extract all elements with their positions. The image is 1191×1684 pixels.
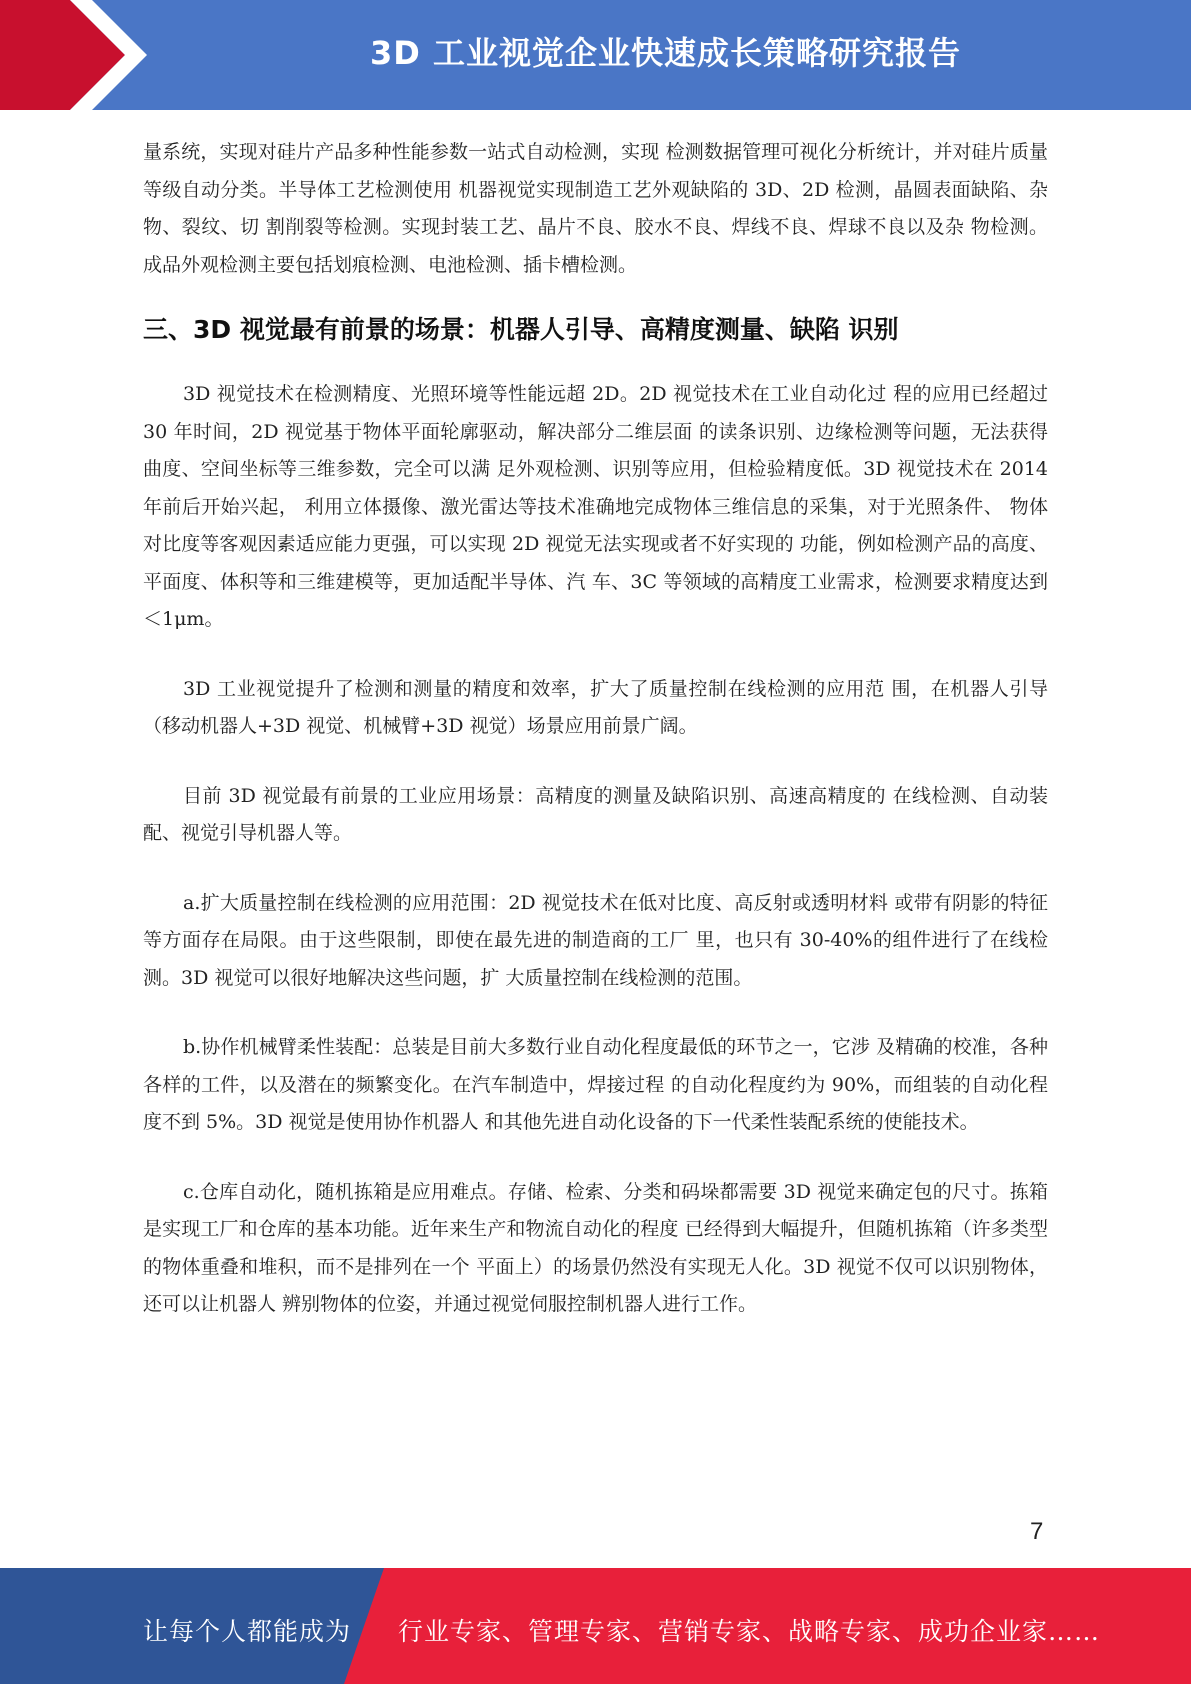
paragraph-7: c.仓库自动化，随机拣箱是应用难点。存储、检索、分类和码垛都需要 3D 视觉来确定包的尺寸。拣箱是实现工厂和仓库的基本功能。近年来生产和物流自动化的程度 已经得到大幅提升，但随机拣箱（许多类型的物体重叠和堆积，而不是排列在一个 平面上）的场景仍然没有实现无人化。3D 视觉不仅可以识别物体，还可以让机器人 辨别物体的位姿，并通过视觉伺服控制机器人进行工作。	[143, 1180, 1048, 1315]
footer-slogan-right: 行业专家、管理专家、营销专家、战略专家、成功企业家……	[398, 1617, 1101, 1646]
paragraph-4: 目前 3D 视觉最有前景的工业应用场景：高精度的测量及缺陷识别、高速高精度的 在线检测、自动装配、视觉引导机器人等。	[143, 784, 1048, 844]
page-header	[0, 0, 1191, 110]
page-footer	[0, 1568, 1191, 1684]
section-heading: 三、3D 视觉最有前景的场景：机器人引导、高精度测量、缺陷 识别	[143, 315, 899, 344]
footer-slogan-left: 让每个人都能成为	[143, 1617, 352, 1646]
page-number: 7	[1030, 1518, 1044, 1545]
paragraph-5: a.扩大质量控制在线检测的应用范围：2D 视觉技术在低对比度、高反射或透明材料 或带有阴影的特征等方面存在局限。由于这些限制，即使在最先进的制造商的工厂 里，也只有 30-40%的组件进行了在线检测。3D 视觉可以很好地解决这些问题，扩 大质量控制在线检测的范围。	[143, 891, 1048, 989]
paragraph-1: 量系统，实现对硅片产品多种性能参数一站式自动检测，实现 检测数据管理可视化分析统计，并对硅片质量等级自动分类。半导体工艺检测使用 机器视觉实现制造工艺外观缺陷的 3D、2D 检测，晶圆表面缺陷、杂物、裂纹、切 割削裂等检测。实现封装工艺、晶片不良、胶水不良、焊线不良、焊球不良以及杂 物检测。成品外观检测主要包括划痕检测、电池检测、插卡槽检测。	[143, 141, 1048, 276]
paragraph-2: 3D 视觉技术在检测精度、光照环境等性能远超 2D。2D 视觉技术在工业自动化过 程的应用已经超过 30 年时间，2D 视觉基于物体平面轮廓驱动，解决部分二维层面 的读条识别、边缘检测等问题，无法获得曲度、空间坐标等三维参数，完全可以满 足外观检测、识别等应用，但检验精度低。3D 视觉技术在 2014 年前后开始兴起， 利用立体摄像、激光雷达等技术准确地完成物体三维信息的采集，对于光照条件、 物体对比度等客观因素适应能力更强，可以实现 2D 视觉无法实现或者不好实现的 功能，例如检测产品的高度、平面度、体积等和三维建模等，更加适配半导体、汽 车、3C 等领域的高精度工业需求，检测要求精度达到＜1μm。	[143, 383, 1048, 630]
paragraph-3: 3D 工业视觉提升了检测和测量的精度和效率，扩大了质量控制在线检测的应用范 围，在机器人引导（移动机器人+3D 视觉、机械臂+3D 视觉）场景应用前景广阔。	[143, 677, 1048, 737]
paragraph-6: b.协作机械臂柔性装配：总装是目前大多数行业自动化程度最低的环节之一，它涉 及精确的校准，各种各样的工件，以及潜在的频繁变化。在汽车制造中，焊接过程 的自动化程度约为 90%，而组装的自动化程度不到 5%。3D 视觉是使用协作机器人 和其他先进自动化设备的下一代柔性装配系统的使能技术。	[143, 1036, 1048, 1133]
report-title: 3D 工业视觉企业快速成长策略研究报告	[370, 34, 961, 72]
page-content	[143, 134, 1048, 1324]
